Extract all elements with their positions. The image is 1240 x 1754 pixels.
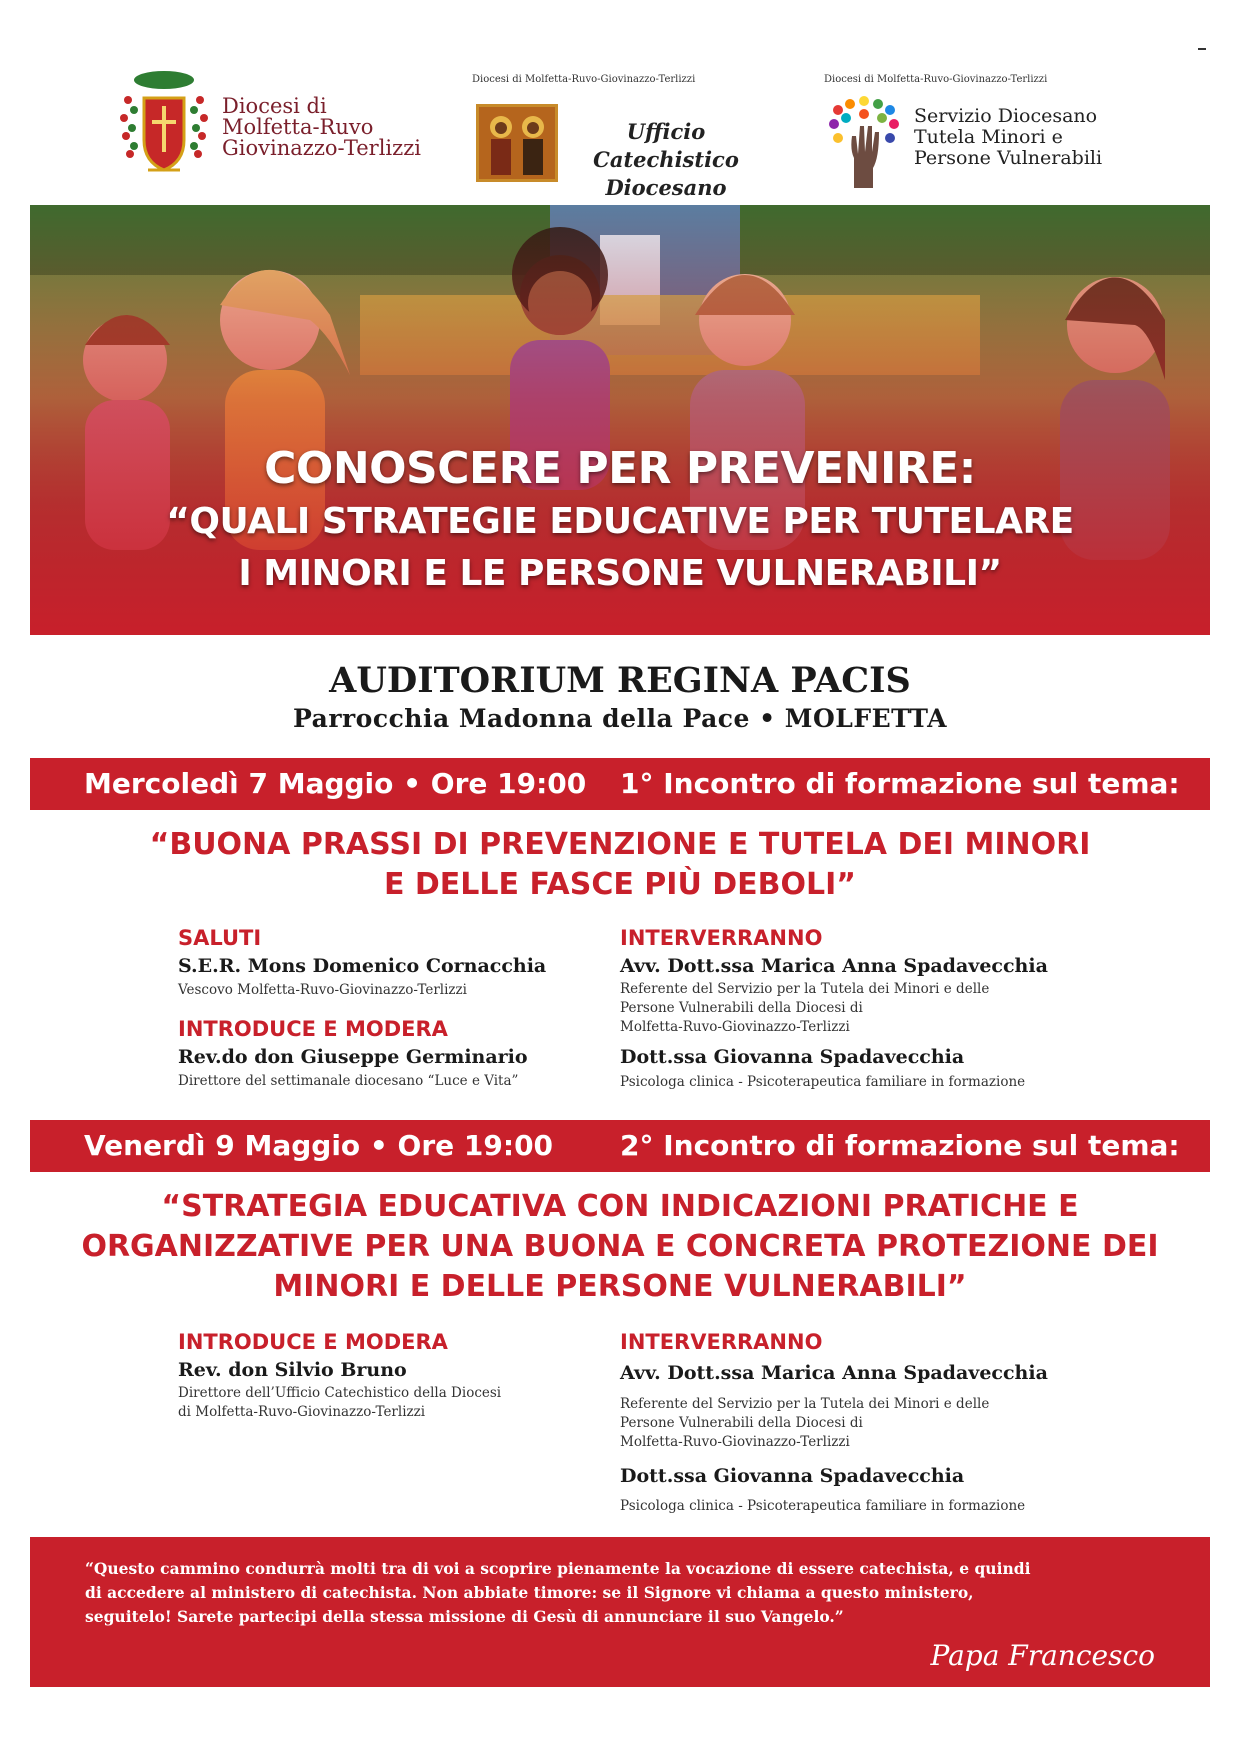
- diocesi-line2: Molfetta-Ruvo: [222, 115, 374, 139]
- diocesi-line3: Giovinazzo-Terlizzi: [222, 136, 421, 160]
- diocesi-logo: [118, 70, 210, 182]
- meeting2-topic-line1: “STRATEGIA EDUCATIVA CON INDICAZIONI PRATICHE E: [161, 1189, 1079, 1224]
- meeting1-band: [30, 758, 1210, 810]
- meeting1-speaker1-desc-l3: Molfetta-Ruvo-Giovinazzo-Terlizzi: [620, 1019, 850, 1035]
- servizio-logo: [826, 96, 902, 188]
- servizio-caption: Diocesi di Molfetta-Ruvo-Giovinazzo-Terlizzi: [824, 74, 1048, 85]
- corner-mark: [1198, 48, 1206, 50]
- meeting1-speaker1-desc-l2: Persone Vulnerabili della Diocesi di: [620, 1000, 863, 1016]
- meeting2-band: [30, 1120, 1210, 1172]
- diocesi-line1: Diocesi di: [222, 94, 327, 118]
- tree-hand-icon: [826, 96, 902, 188]
- meeting1-modera-desc: Direttore del settimanale diocesano “Luce e Vita”: [178, 1073, 519, 1089]
- meeting1-speaker1-desc-l1: Referente del Servizio per la Tutela dei Minori e delle: [620, 981, 990, 997]
- ufficio-name: [566, 118, 766, 202]
- meeting2-speaker2-name: Dott.ssa Giovanna Spadavecchia: [620, 1465, 965, 1487]
- meeting1-modera-name: Rev.do don Giuseppe Germinario: [178, 1046, 528, 1068]
- meeting1-speaker1-name: Avv. Dott.ssa Marica Anna Spadavecchia: [620, 955, 1048, 977]
- meeting2-modera-desc-l1: Direttore dell’Ufficio Catechistico della Diocesi: [178, 1385, 502, 1401]
- meeting2-speaker1-desc-l2: Persone Vulnerabili della Diocesi di: [620, 1415, 863, 1431]
- meeting2-speaker1-desc: [620, 1395, 1060, 1452]
- meeting1-topic-line1: “BUONA PRASSI DI PREVENZIONE E TUTELA DEI MINORI: [149, 827, 1091, 862]
- servizio-line3: Persone Vulnerabili: [914, 147, 1103, 169]
- meeting2-modera-desc: [178, 1384, 578, 1422]
- signature: Papa Francesco: [930, 1639, 1155, 1672]
- quote-line1: “Questo cammino condurrà molti tra di voi a scoprire pienamente la vocazione di essere catechista, e quindi: [85, 1559, 1031, 1578]
- ufficio-caption: Diocesi di Molfetta-Ruvo-Giovinazzo-Terlizzi: [472, 74, 696, 85]
- meeting2-modera-name: Rev. don Silvio Bruno: [178, 1359, 407, 1381]
- ufficio-icon-image: [476, 104, 558, 182]
- coat-of-arms-icon: [118, 70, 210, 182]
- hero-title-line2: “QUALI STRATEGIE EDUCATIVE PER TUTELARE: [166, 501, 1074, 542]
- meeting1-topic-line2: E DELLE FASCE PIÙ DEBOLI”: [383, 867, 857, 902]
- hero-title-line3: I MINORI E LE PERSONE VULNERABILI”: [238, 553, 1002, 594]
- hero-banner: [30, 205, 1210, 635]
- ufficio-line1: Ufficio Catechistico: [593, 119, 739, 172]
- meeting1-saluti-desc: Vescovo Molfetta-Ruvo-Giovinazzo-Terlizzi: [178, 982, 467, 998]
- meeting1-interv-role: INTERVERRANNO: [620, 926, 823, 950]
- meeting1-speaker2-name: Dott.ssa Giovanna Spadavecchia: [620, 1046, 965, 1068]
- venue-place: Parrocchia Madonna della Pace • MOLFETTA: [293, 704, 947, 733]
- meeting1-speaker2-desc: Psicologa clinica - Psicoterapeutica familiare in formazione: [620, 1074, 1026, 1090]
- quote-box: [30, 1537, 1210, 1687]
- meeting1-label: 1° Incontro di formazione sul tema:: [620, 767, 1180, 800]
- hero-title-line1: CONOSCERE PER PREVENIRE:: [264, 443, 976, 494]
- venue-name: AUDITORIUM REGINA PACIS: [329, 660, 911, 701]
- meeting1-modera-role: INTRODUCE E MODERA: [178, 1017, 448, 1041]
- meeting2-label: 2° Incontro di formazione sul tema:: [620, 1129, 1180, 1162]
- quote-line3: seguitelo! Sarete partecipi della stessa missione di Gesù di annunciare il suo Vangelo.”: [85, 1607, 844, 1626]
- meeting2-speaker1-desc-l1: Referente del Servizio per la Tutela dei Minori e delle: [620, 1396, 990, 1412]
- meeting2-speaker1-name: Avv. Dott.ssa Marica Anna Spadavecchia: [620, 1362, 1048, 1384]
- quote-line2: di accedere al ministero di catechista. Non abbiate timore: se il Signore vi chiama a questo ministero,: [85, 1583, 974, 1602]
- meeting2-modera-desc-l2: di Molfetta-Ruvo-Giovinazzo-Terlizzi: [178, 1404, 426, 1420]
- meeting2-topic-line3: MINORI E DELLE PERSONE VULNERABILI”: [273, 1269, 967, 1304]
- ufficio-line2: Diocesano: [605, 175, 727, 200]
- quote-text: [85, 1557, 1170, 1629]
- icon-painting-icon: [479, 107, 555, 179]
- servizio-line2: Tutela Minori e: [914, 126, 1063, 148]
- meeting2-topic-line2: ORGANIZZATIVE PER UNA BUONA E CONCRETA PROTEZIONE DEI: [81, 1229, 1159, 1264]
- meeting1-saluti-name: S.E.R. Mons Domenico Cornacchia: [178, 955, 547, 977]
- meeting2-speaker2-desc: Psicologa clinica - Psicoterapeutica familiare in formazione: [620, 1498, 1026, 1514]
- meeting2-modera-role: INTRODUCE E MODERA: [178, 1330, 448, 1354]
- meeting1-date: Mercoledì 7 Maggio • Ore 19:00: [84, 767, 587, 800]
- servizio-line1: Servizio Diocesano: [914, 105, 1098, 127]
- meeting1-speaker1-desc: [620, 980, 1060, 1037]
- meeting2-speaker1-desc-l3: Molfetta-Ruvo-Giovinazzo-Terlizzi: [620, 1434, 850, 1450]
- meeting2-interv-role: INTERVERRANNO: [620, 1330, 823, 1354]
- diocesi-name: [222, 96, 421, 159]
- meeting2-date: Venerdì 9 Maggio • Ore 19:00: [84, 1129, 554, 1162]
- meeting1-saluti-role: SALUTI: [178, 926, 262, 950]
- servizio-name: [914, 106, 1102, 169]
